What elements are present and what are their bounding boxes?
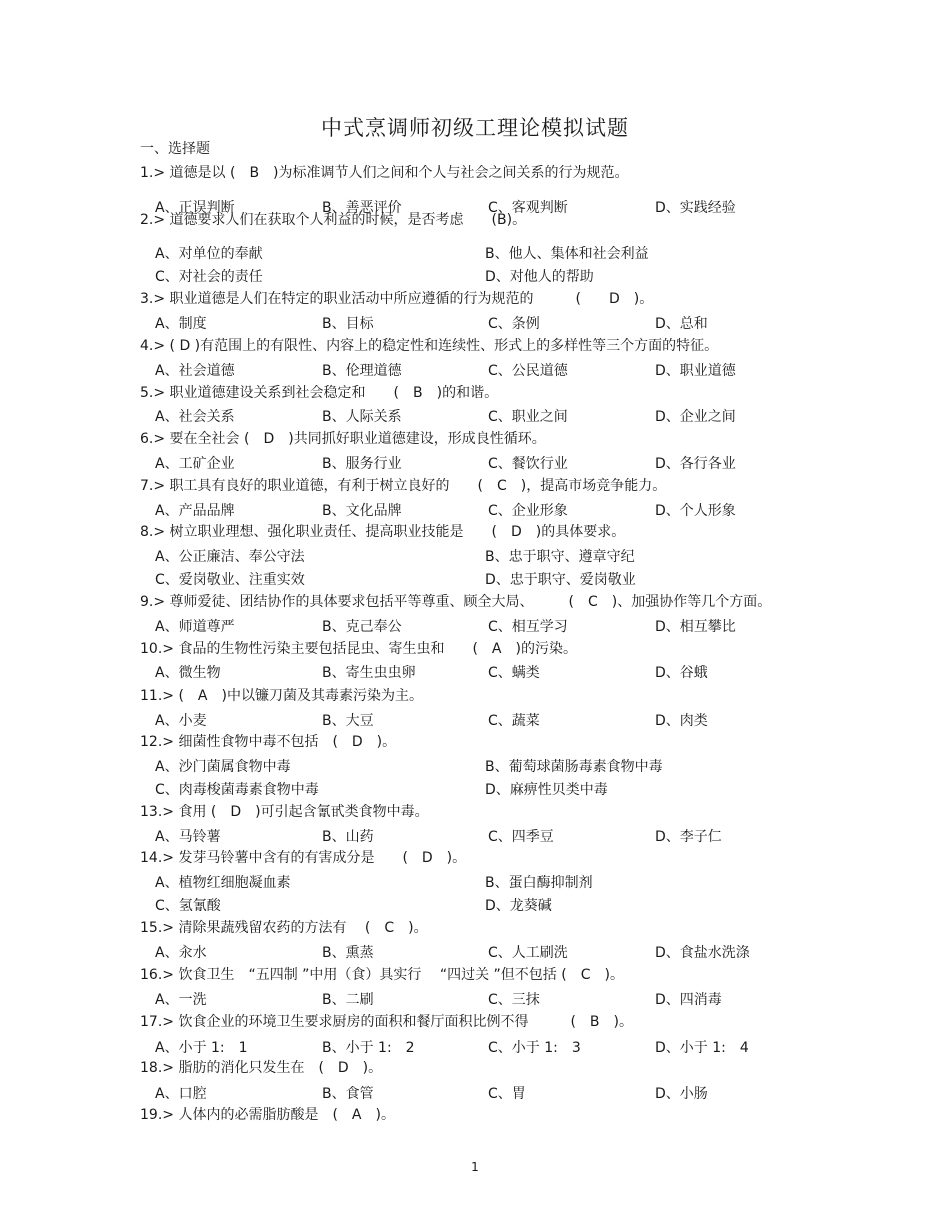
question-6-option-d: D、各行各业 bbox=[655, 456, 736, 472]
question-5-option-b: B、人际关系 bbox=[322, 409, 402, 425]
question-18-option-c: C、胃 bbox=[488, 1086, 526, 1102]
question-5-option-a: A、社会关系 bbox=[155, 409, 235, 425]
question-4-option-c: C、公民道德 bbox=[488, 363, 568, 379]
question-13-option-d: D、李子仁 bbox=[655, 829, 722, 845]
question-1-option-c: C、客观判断 bbox=[488, 200, 568, 216]
question-6-option-b: B、服务行业 bbox=[322, 456, 402, 472]
question-12-option-d: D、麻痹性贝类中毒 bbox=[485, 782, 608, 798]
question-6-option-c: C、餐饮行业 bbox=[488, 456, 568, 472]
question-1-option-b: B、善恶评价 bbox=[322, 200, 402, 216]
question-9-stem: 9.> 尊师爱徒、团结协作的具体要求包括平等尊重、顾全大局、 ( C )、加强协作等几个方面。 bbox=[140, 594, 772, 610]
question-10-stem: 10.> 食品的生物性污染主要包括昆虫、寄生虫和 ( A )的污染。 bbox=[140, 641, 577, 657]
question-6-option-a: A、工矿企业 bbox=[155, 456, 235, 472]
question-11-option-b: B、大豆 bbox=[322, 713, 374, 729]
question-3-option-a: A、制度 bbox=[155, 316, 207, 332]
question-3-option-b: B、目标 bbox=[322, 316, 374, 332]
question-17-option-b: B、小于 1: 2 bbox=[322, 1040, 415, 1056]
question-17-stem: 17.> 饮食企业的环境卫生要求厨房的面积和餐厅面积比例不得 ( B )。 bbox=[140, 1014, 633, 1030]
question-12-option-c: C、肉毒梭菌毒素食物中毒 bbox=[155, 782, 319, 798]
question-16-option-d: D、四消毒 bbox=[655, 992, 722, 1008]
question-9-option-a: A、师道尊严 bbox=[155, 619, 235, 635]
question-2-option-a: A、对单位的奉献 bbox=[155, 246, 263, 262]
question-9-option-b: B、克己奉公 bbox=[322, 619, 402, 635]
question-7-stem: 7.> 职工具有良好的职业道德，有利于树立良好的 ( C )，提高市场竞争能力。 bbox=[140, 478, 667, 494]
question-8-option-c: C、爱岗敬业、注重实效 bbox=[155, 572, 305, 588]
question-5-option-d: D、企业之间 bbox=[655, 409, 736, 425]
question-1-option-a: A、正误判断 bbox=[155, 200, 235, 216]
question-2-stem: 2.> 道德要求人们在获取个人利益的时候，是否考虑 (B)。 bbox=[140, 212, 527, 228]
question-11-option-a: A、小麦 bbox=[155, 713, 207, 729]
question-17-option-c: C、小于 1: 3 bbox=[488, 1040, 581, 1056]
question-8-option-b: B、忠于职守、遵章守纪 bbox=[485, 549, 635, 565]
question-1-option-d: D、实践经验 bbox=[655, 200, 736, 216]
question-9-option-c: C、相互学习 bbox=[488, 619, 568, 635]
question-13-stem: 13.> 食用 ( D )可引起含氰甙类食物中毒。 bbox=[140, 804, 429, 820]
question-5-option-c: C、职业之间 bbox=[488, 409, 568, 425]
question-19-stem: 19.> 人体内的必需脂肪酸是 ( A )。 bbox=[140, 1107, 395, 1123]
question-7-option-d: D、个人形象 bbox=[655, 503, 736, 519]
question-18-option-b: B、食管 bbox=[322, 1086, 374, 1102]
question-8-option-d: D、忠于职守、爱岗敬业 bbox=[485, 572, 636, 588]
question-10-option-c: C、螨类 bbox=[488, 665, 540, 681]
question-16-option-a: A、一洗 bbox=[155, 992, 207, 1008]
question-7-option-c: C、企业形象 bbox=[488, 503, 568, 519]
question-14-option-c: C、氢氰酸 bbox=[155, 898, 221, 914]
question-15-option-b: B、熏蒸 bbox=[322, 945, 374, 961]
question-10-option-d: D、谷蛾 bbox=[655, 665, 708, 681]
question-2-option-b: B、他人、集体和社会利益 bbox=[485, 246, 649, 262]
question-14-option-d: D、龙葵碱 bbox=[485, 898, 552, 914]
section-heading: 一、选择题 bbox=[140, 141, 210, 157]
page-number: 1 bbox=[471, 1160, 479, 1174]
question-14-option-a: A、植物红细胞凝血素 bbox=[155, 875, 291, 891]
question-15-option-c: C、人工刷洗 bbox=[488, 945, 568, 961]
question-14-stem: 14.> 发芽马铃薯中含有的有害成分是 ( D )。 bbox=[140, 850, 467, 866]
question-10-option-b: B、寄生虫虫卵 bbox=[322, 665, 416, 681]
question-12-option-b: B、葡萄球菌肠毒素食物中毒 bbox=[485, 759, 663, 775]
question-7-option-a: A、产品品牌 bbox=[155, 503, 235, 519]
question-8-stem: 8.> 树立职业理想、强化职业责任、提高职业技能是 ( D )的具体要求。 bbox=[140, 524, 626, 540]
question-6-stem: 6.> 要在全社会 ( D )共同抓好职业道德建设，形成良性循环。 bbox=[140, 431, 546, 447]
question-2-option-d: D、对他人的帮助 bbox=[485, 269, 594, 285]
question-9-option-d: D、相互攀比 bbox=[655, 619, 736, 635]
question-4-option-d: D、职业道德 bbox=[655, 363, 736, 379]
question-12-option-a: A、沙门菌属食物中毒 bbox=[155, 759, 291, 775]
question-15-option-d: D、食盐水洗涤 bbox=[655, 945, 750, 961]
question-2-option-c: C、对社会的责任 bbox=[155, 269, 263, 285]
question-18-option-d: D、小肠 bbox=[655, 1086, 708, 1102]
question-3-stem: 3.> 职业道德是人们在特定的职业活动中所应遵循的行为规范的 ( D )。 bbox=[140, 291, 654, 307]
question-18-option-a: A、口腔 bbox=[155, 1086, 207, 1102]
question-4-option-b: B、伦理道德 bbox=[322, 363, 402, 379]
question-4-stem: 4.> ( D )有范围上的有限性、内容上的稳定性和连续性、形式上的多样性等三个方面的特征。 bbox=[140, 338, 719, 354]
question-11-stem: 11.> ( A )中以镰刀菌及其毒素污染为主。 bbox=[140, 688, 423, 704]
question-8-option-a: A、公正廉洁、奉公守法 bbox=[155, 549, 305, 565]
question-11-option-c: C、蔬菜 bbox=[488, 713, 540, 729]
question-15-option-a: A、汆水 bbox=[155, 945, 207, 961]
question-11-option-d: D、肉类 bbox=[655, 713, 708, 729]
question-5-stem: 5.> 职业道德建设关系到社会稳定和 ( B )的和谐。 bbox=[140, 385, 499, 401]
document-title: 中式烹调师初级工理论模拟试题 bbox=[321, 116, 629, 140]
question-15-stem: 15.> 清除果蔬残留农药的方法有 ( C )。 bbox=[140, 920, 428, 936]
question-16-option-b: B、二刷 bbox=[322, 992, 374, 1008]
question-16-stem: 16.> 饮食卫生 “五四制 ”中用（食）具实行 “四过关 ”但不包括 ( C )。 bbox=[140, 967, 624, 983]
question-13-option-c: C、四季豆 bbox=[488, 829, 554, 845]
question-14-option-b: B、蛋白酶抑制剂 bbox=[485, 875, 593, 891]
question-16-option-c: C、三抹 bbox=[488, 992, 540, 1008]
question-7-option-b: B、文化品牌 bbox=[322, 503, 402, 519]
question-13-option-b: B、山药 bbox=[322, 829, 374, 845]
question-12-stem: 12.> 细菌性食物中毒不包括 ( D )。 bbox=[140, 734, 397, 750]
question-4-option-a: A、社会道德 bbox=[155, 363, 235, 379]
question-17-option-d: D、小于 1: 4 bbox=[655, 1040, 749, 1056]
question-18-stem: 18.> 脂肪的消化只发生在 ( D )。 bbox=[140, 1060, 383, 1076]
question-3-option-c: C、条例 bbox=[488, 316, 540, 332]
question-17-option-a: A、小于 1: 1 bbox=[155, 1040, 248, 1056]
question-10-option-a: A、微生物 bbox=[155, 665, 221, 681]
question-3-option-d: D、总和 bbox=[655, 316, 708, 332]
question-13-option-a: A、马铃薯 bbox=[155, 829, 221, 845]
question-1-stem: 1.> 道德是以 ( B )为标准调节人们之间和个人与社会之间关系的行为规范。 bbox=[140, 165, 629, 181]
